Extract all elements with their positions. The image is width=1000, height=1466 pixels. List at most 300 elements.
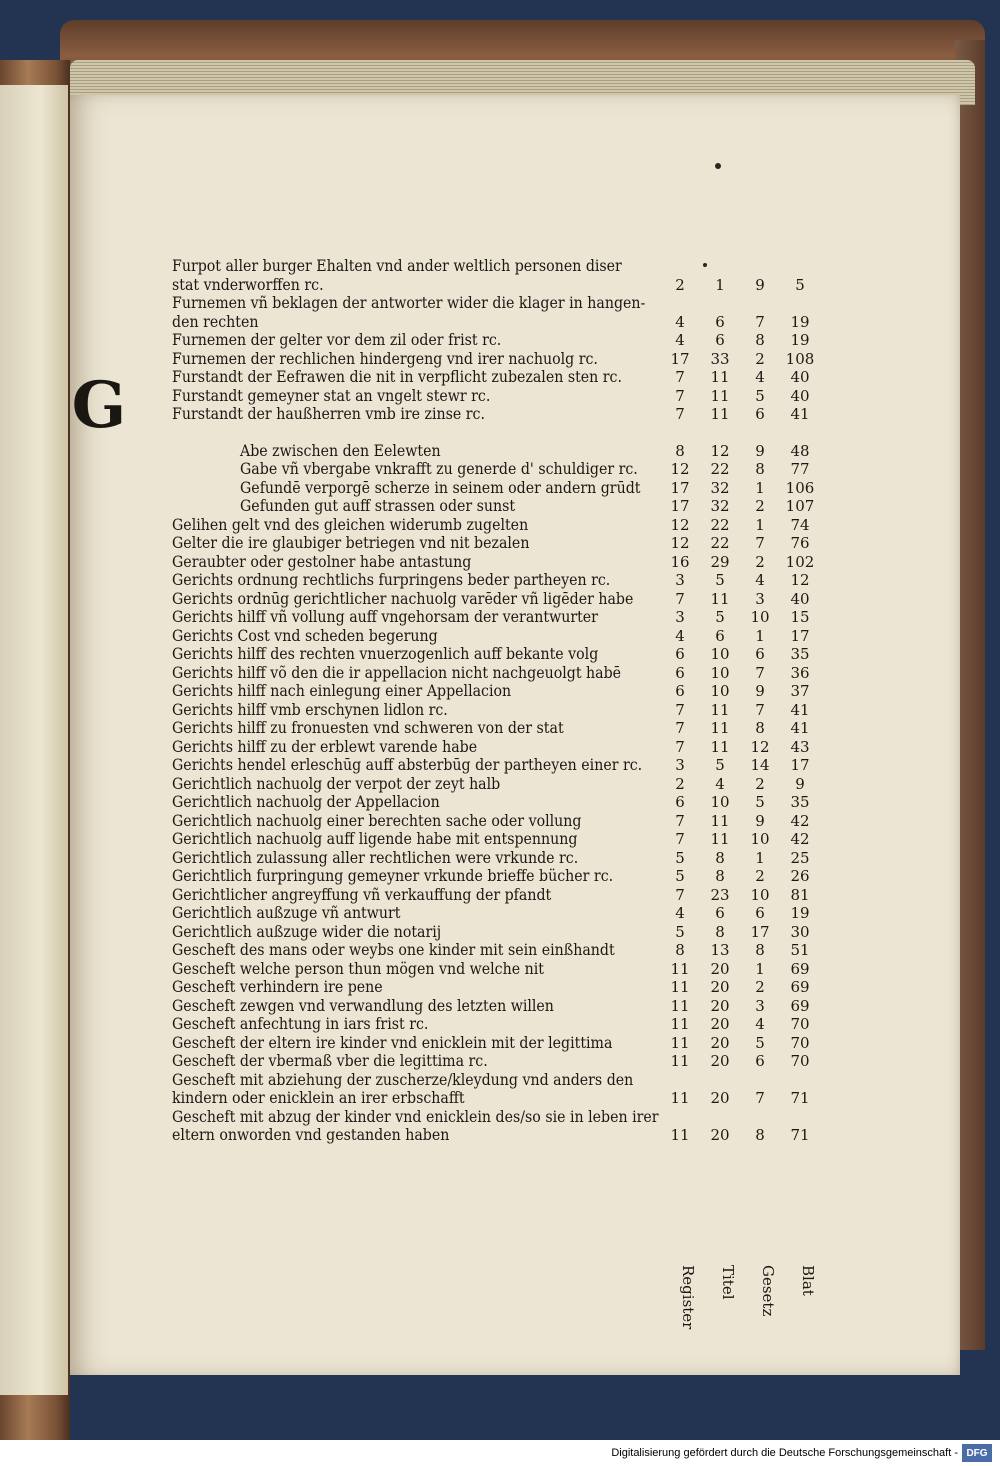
register-number: 7: [675, 830, 685, 848]
entry-text: Gescheft mit abziehung der zuscherze/kleydung vnd anders den: [172, 1070, 634, 1089]
gesetz-number: 2: [755, 867, 765, 885]
right-page: [70, 95, 960, 1375]
entry-text: Gerichts ordnūg gerichtlicher nachuolg varēder vñ ligēder habe: [172, 589, 634, 608]
titel-number: 20: [710, 978, 730, 996]
blat-number: 106: [785, 478, 815, 497]
register-number: 8: [675, 441, 685, 460]
entry-text: Furstandt gemeyner stat an vngelt stewr rc.: [172, 386, 491, 405]
blat-number: 5: [795, 275, 805, 294]
blat-number: 70: [790, 1015, 810, 1033]
entry-text: Gerichtlich furpringung gemeyner vrkunde brieffe bücher rc.: [172, 867, 614, 885]
register-number: 6: [675, 663, 685, 682]
register-number: 2: [675, 275, 685, 294]
entry-text: Furnemen der rechlichen hindergeng vnd irer nachuolg rc.: [172, 349, 598, 368]
column-heading-text: Register: [679, 1265, 697, 1330]
column-heading: [748, 1265, 788, 1329]
gesetz-number: 7: [755, 1089, 765, 1107]
titel-number: 10: [710, 682, 730, 700]
register-number: 4: [675, 331, 685, 349]
register-number: 3: [675, 571, 685, 589]
titel-number: 5: [715, 756, 725, 774]
index-entry: [172, 923, 812, 942]
entry-references: [660, 664, 820, 683]
page-spot: [715, 163, 721, 169]
register-number: 7: [675, 737, 685, 756]
blat-number: 51: [790, 941, 810, 959]
index-entry: [172, 904, 812, 923]
blat-number: 71: [790, 1126, 810, 1144]
register-number: 5: [675, 867, 685, 885]
blat-number: 107: [785, 497, 815, 515]
blat-number: 102: [785, 552, 815, 571]
titel-number: 6: [715, 312, 725, 331]
titel-number: 11: [710, 737, 730, 756]
entry-references: [660, 756, 820, 775]
register-number: 12: [670, 534, 690, 552]
gesetz-number: 8: [755, 941, 765, 959]
entry-references: [660, 719, 820, 738]
gesetz-number: 7: [755, 663, 765, 682]
index-entry: [172, 534, 812, 553]
entry-references: [660, 553, 820, 572]
entry-text: Gerichtlich außzuge wider die notarij: [172, 922, 442, 941]
entry-text: Furstandt der haußherren vmb ire zinse rc.: [172, 405, 486, 423]
entry-references: [660, 1126, 820, 1145]
index-entry: [172, 886, 812, 905]
gesetz-number: 1: [755, 959, 765, 978]
entry-text: Gerichtlich außzuge vñ antwurt: [172, 904, 401, 922]
index-entry: [172, 793, 812, 812]
entry-text: Gerichts hilff zu der erblewt varende habe: [172, 737, 478, 756]
index-entry: [172, 645, 812, 664]
gesetz-number: 10: [750, 885, 770, 904]
titel-number: 20: [710, 1089, 730, 1107]
register-number: 17: [670, 478, 690, 497]
titel-number: 20: [710, 1033, 730, 1052]
gesetz-number: 6: [755, 1052, 765, 1070]
titel-number: 10: [710, 645, 730, 663]
blat-number: 76: [790, 534, 810, 552]
index-entry: [172, 627, 812, 646]
titel-number: 20: [710, 1126, 730, 1144]
entry-text: Gerichts hendel erleschūg auff absterbūg der partheyen einer rc.: [172, 756, 643, 774]
register-number: 7: [675, 700, 685, 719]
entry-text: Furnemen der gelter vor dem zil oder frist rc.: [172, 331, 502, 349]
blat-number: 81: [790, 885, 810, 904]
entry-references: [660, 830, 820, 849]
titel-number: 22: [710, 515, 730, 534]
blat-number: 108: [785, 349, 815, 368]
index-entry: [172, 1052, 812, 1071]
entry-text: Gerichts hilff nach einlegung einer Appellacion: [172, 682, 512, 700]
gesetz-number: 1: [755, 515, 765, 534]
index-entry: [172, 867, 812, 886]
gesetz-number: 9: [755, 441, 765, 460]
gesetz-number: 8: [755, 719, 765, 737]
blat-number: 30: [790, 922, 810, 941]
titel-number: 11: [710, 368, 730, 386]
entry-text: Gescheft welche person thun mögen vnd welche nit: [172, 959, 544, 978]
register-number: 5: [675, 848, 685, 867]
index-entry: [172, 664, 812, 683]
index-entry: [172, 405, 812, 424]
entry-text: Gerichtlich nachuolg der verpot der zeyt halb: [172, 774, 501, 793]
titel-number: 11: [710, 589, 730, 608]
entry-text: Gelter die ire glaubiger betriegen vnd nit bezalen: [172, 534, 530, 552]
blat-number: 41: [790, 719, 810, 737]
register-number: 2: [675, 774, 685, 793]
entry-references: [660, 1015, 820, 1034]
entry-references: [660, 941, 820, 960]
blat-number: 77: [790, 460, 810, 478]
index-entry: [172, 387, 812, 406]
index-entry: [172, 460, 812, 479]
index-list: [172, 257, 815, 1145]
entry-text: Gescheft der vbermaß vber die legittima rc.: [172, 1052, 488, 1070]
blat-number: 40: [790, 386, 810, 405]
entry-text: Gerichtlicher angreyffung vñ verkauffung der pfandt: [172, 885, 552, 904]
entry-text: Gelihen gelt vnd des gleichen widerumb zugelten: [172, 515, 529, 534]
blat-number: 71: [790, 1089, 810, 1107]
titel-number: 6: [715, 331, 725, 349]
entry-references: [660, 460, 820, 479]
gesetz-number: 5: [755, 386, 765, 405]
index-entry: [172, 552, 815, 572]
register-number: 11: [670, 959, 690, 978]
section-gap: [172, 424, 812, 442]
gesetz-number: 5: [755, 793, 765, 811]
register-number: 7: [675, 811, 685, 830]
column-headings: [668, 1265, 828, 1329]
index-entry: [172, 1108, 812, 1145]
titel-number: 8: [715, 922, 725, 941]
entry-references: [660, 516, 820, 535]
gesetz-number: 10: [750, 830, 770, 848]
blat-number: 9: [795, 774, 805, 793]
entry-references: [660, 867, 820, 886]
entry-text: Furstandt der Eefrawen die nit in verpflicht zubezalen sten rc.: [172, 368, 622, 386]
entry-references: [660, 682, 820, 701]
index-entry: [172, 682, 812, 701]
gesetz-number: 3: [755, 996, 765, 1015]
register-number: 7: [675, 885, 685, 904]
index-entry: [172, 960, 812, 979]
entry-references: [660, 1034, 820, 1053]
entry-references: [660, 331, 820, 350]
entry-references: [660, 368, 820, 387]
index-entry: [172, 516, 812, 535]
index-entry: [172, 478, 815, 498]
entry-text: Geraubter oder gestolner habe antastung: [172, 552, 472, 571]
gesetz-number: 8: [755, 1126, 765, 1144]
entry-text: Gerichts hilff zu fronuesten vnd schweren von der stat: [172, 719, 564, 737]
entry-references: [660, 978, 820, 997]
index-entry: [172, 497, 815, 516]
register-number: 11: [670, 1033, 690, 1052]
blat-number: 25: [790, 848, 810, 867]
gesetz-number: 14: [750, 756, 770, 774]
titel-number: 11: [710, 830, 730, 848]
titel-number: 11: [710, 405, 730, 423]
register-number: 11: [670, 996, 690, 1015]
decorated-initial: G: [71, 368, 127, 443]
left-page: [0, 85, 68, 1395]
entry-references: [660, 775, 820, 794]
entry-references: [660, 960, 820, 979]
entry-references: [660, 701, 820, 720]
blat-number: 74: [790, 515, 810, 534]
gesetz-number: 6: [755, 405, 765, 423]
register-number: 12: [670, 515, 690, 534]
titel-number: 32: [710, 497, 730, 515]
entry-references: [660, 738, 820, 757]
index-entry: [172, 590, 812, 609]
entry-references: [660, 1089, 820, 1108]
blat-number: 48: [790, 441, 810, 460]
blat-number: 40: [790, 589, 810, 608]
gesetz-number: 1: [755, 478, 765, 497]
index-entry: [172, 978, 812, 997]
titel-number: 11: [710, 386, 730, 405]
index-entry: [172, 1034, 812, 1053]
gesetz-number: 9: [755, 811, 765, 830]
titel-number: 20: [710, 996, 730, 1015]
entry-text-continued: den rechten: [172, 312, 259, 331]
entry-text: Gerichts ordnung rechtlichs furpringens beder partheyen rc.: [172, 571, 611, 589]
register-number: 4: [675, 626, 685, 645]
gesetz-number: 2: [755, 349, 765, 368]
entry-text-continued: eltern onworden vnd gestanden haben: [172, 1126, 450, 1144]
entry-text: Abe zwischen den Eelewten: [240, 441, 441, 460]
entry-references: [660, 590, 820, 609]
gesetz-number: 9: [755, 682, 765, 700]
register-number: 6: [675, 682, 685, 700]
entry-references: [660, 405, 820, 424]
titel-number: 6: [715, 626, 725, 645]
gesetz-number: 1: [755, 626, 765, 645]
entry-references: [660, 793, 820, 812]
register-number: 11: [670, 1126, 690, 1144]
blat-number: 12: [790, 571, 810, 589]
index-entry: [172, 738, 812, 757]
register-number: 8: [675, 941, 685, 959]
titel-number: 11: [710, 700, 730, 719]
register-number: 11: [670, 1052, 690, 1070]
column-heading: [788, 1265, 828, 1329]
register-number: 6: [675, 645, 685, 663]
titel-number: 4: [715, 774, 725, 793]
entry-text: Gescheft der eltern ire kinder vnd enicklein mit der legittima: [172, 1033, 613, 1052]
titel-number: 1: [715, 275, 725, 294]
entry-references: [660, 923, 820, 942]
index-entry: [172, 997, 812, 1016]
entry-references: [660, 571, 820, 590]
entry-text: Furnemen vñ beklagen der antworter wider die klager in hangen-: [172, 294, 646, 312]
gesetz-number: 1: [755, 848, 765, 867]
entry-text: Gerichts hilff võ den die ir appellacion nicht nachgeuolgt habē: [172, 663, 622, 682]
blat-number: 40: [790, 368, 810, 386]
index-entry: [172, 571, 812, 590]
entry-text: Gerichtlich nachuolg der Appellacion: [172, 793, 440, 811]
gesetz-number: 8: [755, 460, 765, 478]
index-entry: [172, 701, 812, 720]
gesetz-number: 12: [750, 737, 770, 756]
entry-text: Furpot aller burger Ehalten vnd ander weltlich personen diser: [172, 257, 622, 275]
register-number: 5: [675, 922, 685, 941]
digitization-credit: [0, 1440, 1000, 1466]
gesetz-number: 4: [755, 1015, 765, 1033]
gesetz-number: 3: [755, 589, 765, 608]
titel-number: 5: [715, 571, 725, 589]
titel-number: 12: [710, 441, 730, 460]
gesetz-number: 7: [755, 534, 765, 552]
index-entry: [172, 368, 812, 387]
entry-references: [660, 442, 820, 461]
entry-references: [660, 534, 820, 553]
blat-number: 15: [790, 608, 810, 626]
register-number: 7: [675, 589, 685, 608]
titel-number: 29: [710, 552, 730, 571]
column-heading-text: Titel: [719, 1265, 737, 1300]
gesetz-number: 6: [755, 904, 765, 922]
index-entry: [172, 257, 812, 294]
entry-references: [660, 276, 820, 295]
column-heading: [708, 1265, 748, 1329]
blat-number: 42: [790, 811, 810, 830]
entry-references: [660, 812, 820, 831]
entry-text-continued: stat vnderworffen rc.: [172, 275, 324, 294]
titel-number: 20: [710, 1052, 730, 1070]
index-entry: [172, 349, 815, 369]
entry-text: Gefundē verporgē scherze in seinem oder andern grūdt: [240, 478, 641, 497]
titel-number: 20: [710, 1015, 730, 1033]
blat-number: 26: [790, 867, 810, 885]
entry-text: Gescheft zewgen vnd verwandlung des letzten willen: [172, 996, 554, 1015]
titel-number: 8: [715, 848, 725, 867]
blat-number: 41: [790, 700, 810, 719]
register-number: 11: [670, 1015, 690, 1033]
titel-number: 20: [710, 959, 730, 978]
titel-number: 10: [710, 663, 730, 682]
gesetz-number: 7: [755, 700, 765, 719]
gesetz-number: 17: [750, 922, 770, 941]
entry-references: [660, 849, 820, 868]
blat-number: 19: [790, 312, 810, 331]
entry-text: Gescheft des mans oder weybs one kinder mit sein einßhandt: [172, 941, 615, 959]
titel-number: 11: [710, 811, 730, 830]
blat-number: 35: [790, 793, 810, 811]
register-number: 4: [675, 312, 685, 331]
blat-number: 19: [790, 331, 810, 349]
index-entry: [172, 1015, 812, 1034]
entry-references: [660, 387, 820, 406]
register-number: 3: [675, 756, 685, 774]
index-entry: [172, 775, 812, 794]
blat-number: 41: [790, 405, 810, 423]
register-number: 7: [675, 386, 685, 405]
register-number: 16: [670, 552, 690, 571]
column-heading-text: Blat: [799, 1265, 817, 1296]
entry-references: [660, 479, 820, 498]
titel-number: 13: [710, 941, 730, 959]
titel-number: 32: [710, 478, 730, 497]
entry-references: [660, 886, 820, 905]
gesetz-number: 8: [755, 331, 765, 349]
index-entry: [172, 830, 812, 849]
gesetz-number: 5: [755, 1033, 765, 1052]
register-number: 7: [675, 405, 685, 423]
entry-text-continued: kindern oder enicklein an irer erbschafft: [172, 1089, 465, 1107]
entry-references: [660, 645, 820, 664]
column-heading: [668, 1265, 708, 1329]
entry-references: [660, 608, 820, 627]
entry-text: Gerichts Cost vnd scheden begerung: [172, 626, 438, 645]
entry-text: Gerichts hilff des rechten vnuerzogenlich auff bekante volg: [172, 645, 599, 663]
register-number: 6: [675, 793, 685, 811]
entry-references: [660, 997, 820, 1016]
blat-number: 43: [790, 737, 810, 756]
register-number: 11: [670, 978, 690, 996]
titel-number: 22: [710, 534, 730, 552]
titel-number: 5: [715, 608, 725, 626]
register-number: 17: [670, 497, 690, 515]
titel-number: 23: [710, 885, 730, 904]
register-number: 7: [675, 368, 685, 386]
register-number: 7: [675, 719, 685, 737]
column-heading-text: Gesetz: [759, 1265, 777, 1317]
entry-text: Gerichtlich nachuolg auff ligende habe mit entspennung: [172, 830, 578, 848]
index-entry: [172, 442, 812, 461]
index-entry: [172, 294, 812, 331]
gesetz-number: 4: [755, 368, 765, 386]
entry-references: [660, 497, 820, 516]
entry-text: Gerichtlich zulassung aller rechtlichen were vrkunde rc.: [172, 848, 579, 867]
blat-number: 37: [790, 682, 810, 700]
gesetz-number: 6: [755, 645, 765, 663]
gesetz-number: 2: [755, 497, 765, 515]
blat-number: 17: [790, 756, 810, 774]
register-number: 11: [670, 1089, 690, 1107]
gesetz-number: 2: [755, 978, 765, 996]
blat-number: 70: [790, 1033, 810, 1052]
entry-text: Gerichts hilff vmb erschynen lidlon rc.: [172, 700, 448, 719]
gesetz-number: 4: [755, 571, 765, 589]
gesetz-number: 9: [755, 275, 765, 294]
entry-references: [660, 904, 820, 923]
credit-text: Digitalisierung gefördert durch die Deutsche Forschungsgemeinschaft -: [611, 1447, 958, 1459]
index-entry: [172, 608, 812, 627]
gesetz-number: 2: [755, 774, 765, 793]
blat-number: 36: [790, 663, 810, 682]
index-entry: [172, 941, 812, 960]
entry-references: [660, 627, 820, 646]
entry-references: [660, 350, 820, 369]
entry-text: Gerichtlich nachuolg einer berechten sache oder vollung: [172, 811, 582, 830]
titel-number: 8: [715, 867, 725, 885]
entry-text: Gescheft anfechtung in iars frist rc.: [172, 1015, 429, 1033]
blat-number: 19: [790, 904, 810, 922]
index-entry: [172, 812, 812, 831]
entry-text: Gabe vñ vbergabe vnkrafft zu generde d' schuldiger rc.: [240, 460, 638, 478]
blat-number: 69: [790, 996, 810, 1015]
entry-references: [660, 1052, 820, 1071]
blat-number: 69: [790, 959, 810, 978]
blat-number: 42: [790, 830, 810, 848]
titel-number: 10: [710, 793, 730, 811]
register-number: 17: [670, 349, 690, 368]
titel-number: 22: [710, 460, 730, 478]
titel-number: 33: [710, 349, 730, 368]
